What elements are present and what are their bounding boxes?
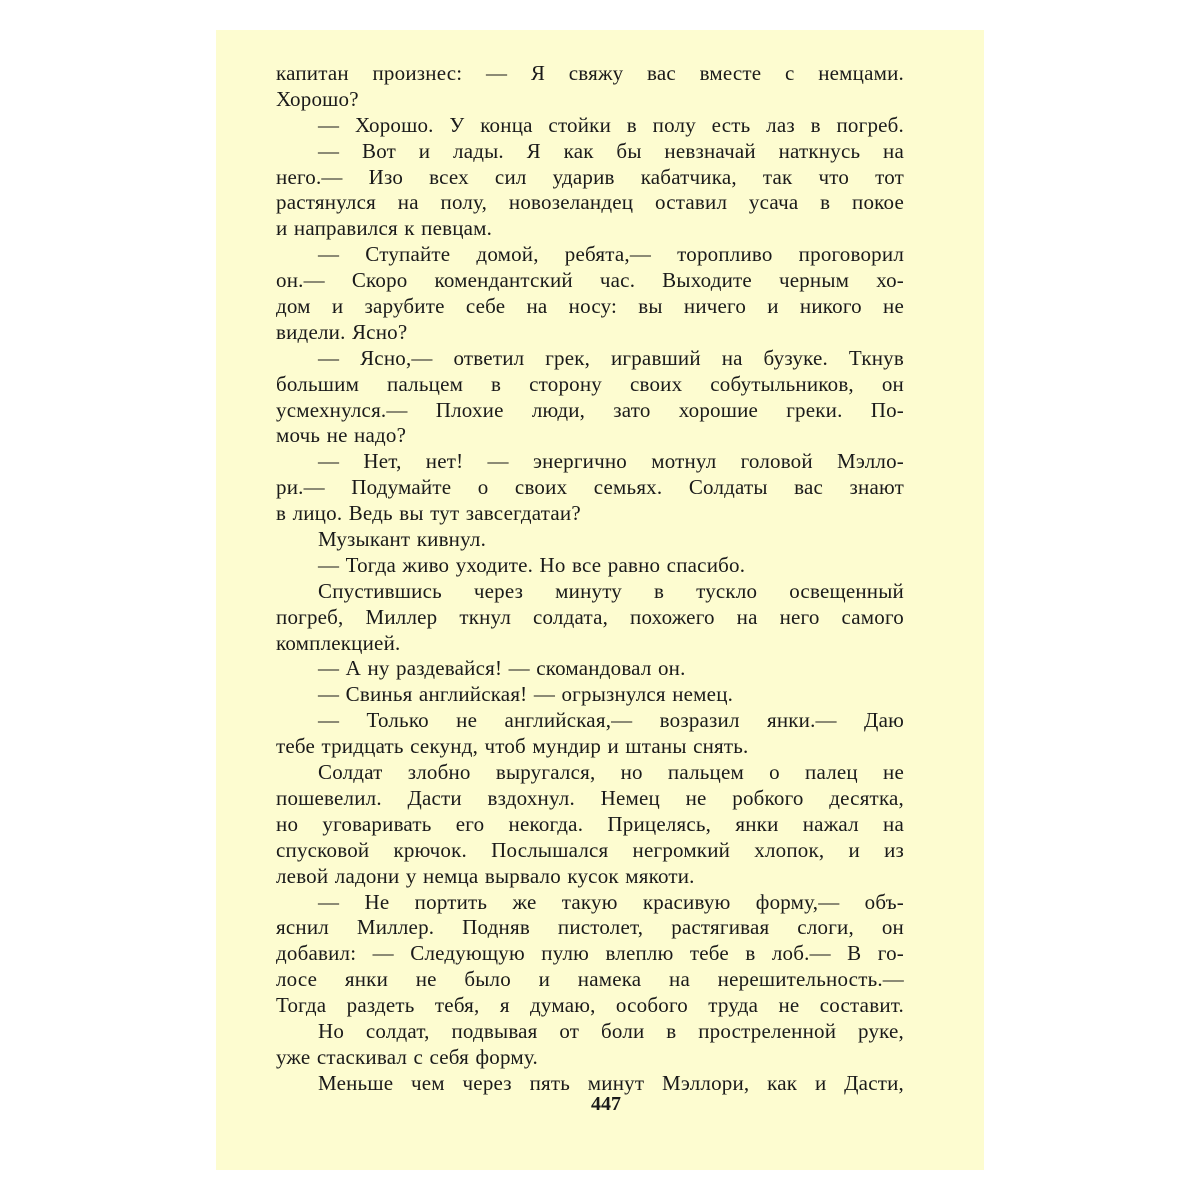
book-page xyxy=(216,30,984,1170)
text-line: — Вот и лады. Я как бы невзначай наткнусь на xyxy=(318,138,904,163)
text-line: — Тогда живо уходите. Но все равно спасибо. xyxy=(318,552,746,577)
text-line: яснил Миллер. Подняв пистолет, растягивая слоги, он xyxy=(276,915,904,940)
text-line: комплекцией. xyxy=(276,630,401,655)
text-line: погреб, Миллер ткнул солдата, похожего на него самого xyxy=(276,604,904,629)
text-line: — Свинья английская! — огрызнулся немец. xyxy=(318,682,734,707)
text-line: видели. Ясно? xyxy=(276,319,408,344)
text-line: тебе тридцать секунд, чтоб мундир и штаны снять. xyxy=(276,734,749,759)
text-line: — Ступайте домой, ребята,— торопливо проговорил xyxy=(318,242,904,267)
text-line: добавил: — Следующую пулю влеплю тебе в лоб.— В го- xyxy=(276,941,904,966)
text-line: ри.— Подумайте о своих семьях. Солдаты вас знают xyxy=(276,475,904,500)
text-line: — А ну раздевайся! — скомандовал он. xyxy=(318,656,686,681)
text-line: растянулся на полу, новозеландец оставил усача в покое xyxy=(276,190,904,215)
text-line: пошевелил. Дасти вздохнул. Немец не робкого десятка, xyxy=(276,785,904,810)
text-line: Музыкант кивнул. xyxy=(318,527,487,552)
text-line: — Только не английская,— возразил янки.— Даю xyxy=(318,708,904,733)
text-line: он.— Скоро комендантский час. Выходите черным хо- xyxy=(276,268,904,293)
text-line: в лицо. Ведь вы тут завсегдатаи? xyxy=(276,501,581,526)
text-line: и направился к певцам. xyxy=(276,216,493,241)
text-line: Хорошо? xyxy=(276,86,359,111)
text-line: большим пальцем в сторону своих собутыльников, он xyxy=(276,371,904,396)
text-line: него.— Изо всех сил ударив кабатчика, так что тот xyxy=(276,164,904,189)
text-line: левой ладони у немца вырвало кусок мякоти. xyxy=(276,863,695,888)
text-line: — Ясно,— ответил грек, игравший на бузуке. Ткнув xyxy=(318,345,904,370)
text-line: уже стаскивал с себя форму. xyxy=(276,1044,538,1069)
text-line: спусковой крючок. Послышался негромкий хлопок, и из xyxy=(276,837,904,862)
text-line: но уговаривать его некогда. Прицелясь, янки нажал на xyxy=(276,811,904,836)
text-line: Тогда раздеть тебя, я думаю, особого труда не составит. xyxy=(276,993,904,1018)
text-line: — Не портить же такую красивую форму,— объ- xyxy=(318,889,904,914)
page-number: 447 xyxy=(591,1093,621,1115)
text-line: лосе янки не было и намека на нерешительность.— xyxy=(276,967,904,992)
body-text xyxy=(276,61,904,1097)
text-line: Солдат злобно выругался, но пальцем о палец не xyxy=(318,760,904,785)
text-line: Спустившись через минуту в тускло освещенный xyxy=(318,578,904,603)
text-line: — Нет, нет! — энергично мотнул головой Мэлло- xyxy=(318,449,904,474)
text-line: Меньше чем через пять минут Мэллори, как и Дасти, xyxy=(318,1070,904,1095)
text-line: Но солдат, подвывая от боли в простреленной руке, xyxy=(318,1018,904,1043)
text-line: капитан произнес: — Я свяжу вас вместе с немцами. xyxy=(276,61,904,85)
text-line: — Хорошо. У конца стойки в полу есть лаз в погреб. xyxy=(318,112,904,137)
text-line: дом и зарубите себе на носу: вы ничего и никого не xyxy=(276,294,904,319)
text-line: усмехнулся.— Плохие люди, зато хорошие греки. По- xyxy=(276,397,904,422)
text-line: мочь не надо? xyxy=(276,423,407,448)
